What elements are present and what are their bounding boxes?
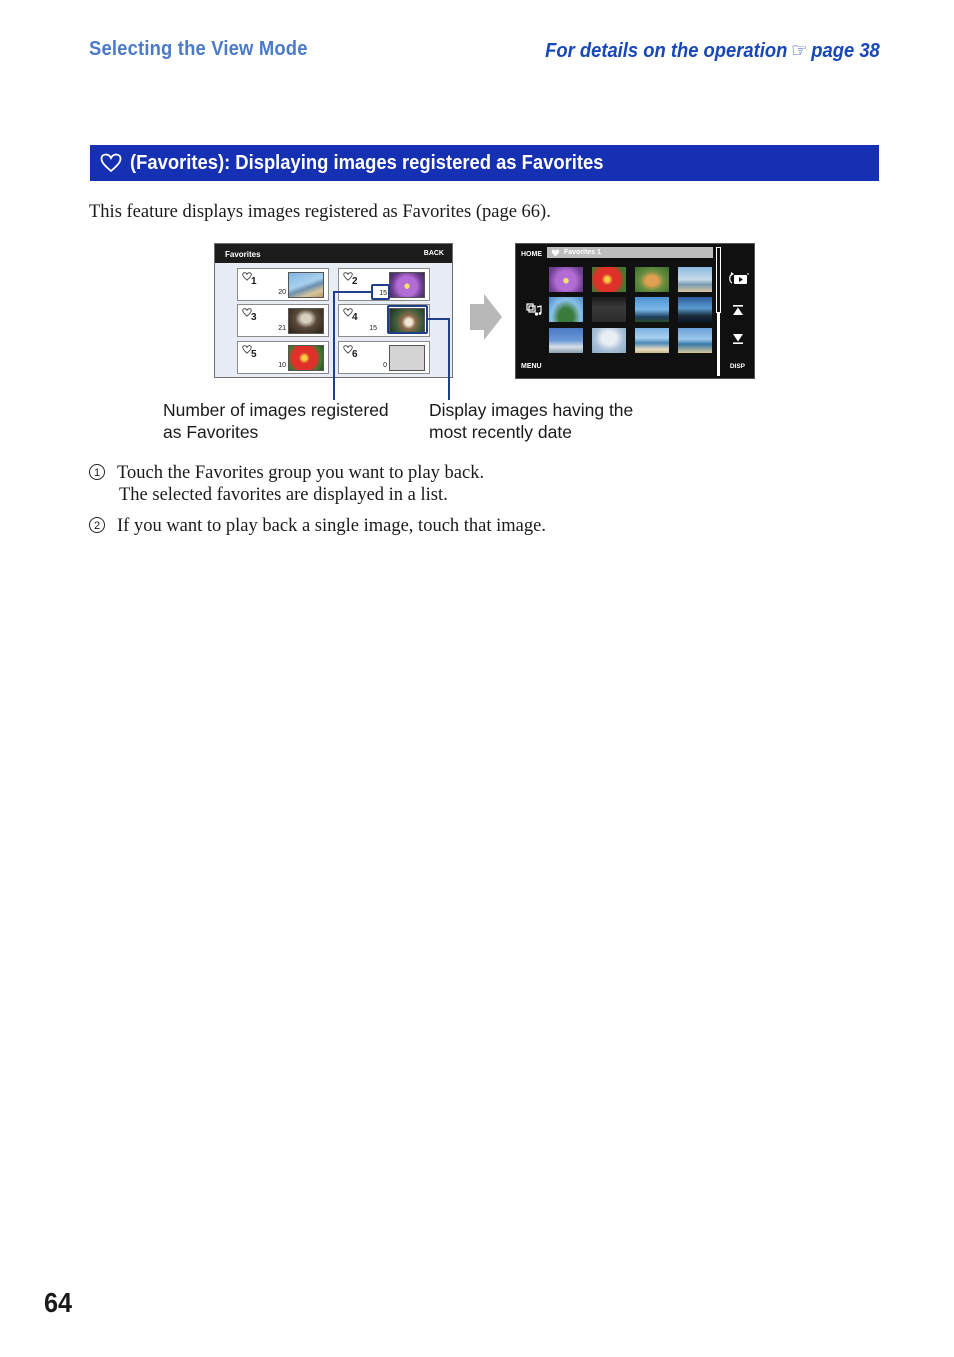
- callout-leader-lines: [0, 0, 954, 420]
- step-text: The selected favorites are displayed in a list.: [119, 485, 448, 505]
- home-button[interactable]: HOME: [521, 251, 542, 258]
- intro-paragraph: This feature displays images registered as Favorites (page 66).: [89, 202, 551, 222]
- page-up-icon[interactable]: [732, 305, 744, 316]
- page-down-icon[interactable]: [732, 333, 744, 344]
- section-title: (Favorites): Displaying images registered as Favorites: [130, 151, 604, 174]
- caption-line: most recently date: [429, 422, 572, 442]
- caption-recent-date: [429, 399, 633, 443]
- scrollbar-thumb[interactable]: [717, 248, 720, 312]
- pointing-hand-icon: ☞: [791, 40, 808, 62]
- image-count: 10: [278, 362, 286, 369]
- list-title: Favorites 1: [564, 249, 601, 256]
- list-thumbnail[interactable]: [592, 328, 626, 353]
- arrow-right-icon: [470, 294, 502, 340]
- list-thumbnail[interactable]: [678, 328, 712, 353]
- caption-line: Number of images registered: [163, 400, 389, 420]
- back-button[interactable]: BACK: [423, 250, 444, 257]
- caption-line: as Favorites: [163, 422, 259, 442]
- disp-button[interactable]: DISP: [729, 363, 745, 370]
- list-thumbnail[interactable]: [678, 267, 712, 292]
- heart-icon: [551, 249, 560, 257]
- group-number: 5: [251, 349, 257, 360]
- running-header-section: Selecting the View Mode: [89, 38, 308, 60]
- page-number: 64: [44, 1287, 73, 1318]
- image-count: 0: [383, 362, 387, 369]
- image-count: 15: [369, 325, 377, 332]
- list-thumbnail[interactable]: [635, 328, 669, 353]
- image-count: 21: [278, 325, 286, 332]
- list-thumbnail[interactable]: [592, 297, 626, 322]
- group-number: 1: [251, 276, 257, 287]
- list-thumbnail[interactable]: [549, 328, 583, 353]
- list-thumbnail[interactable]: [549, 297, 583, 322]
- step-marker: 1: [89, 464, 105, 480]
- slideshow-music-icon[interactable]: [526, 303, 542, 317]
- favorites-screen-title: Favorites: [225, 250, 261, 259]
- reference-text: For details on the operation: [545, 40, 788, 62]
- list-thumbnail[interactable]: [549, 267, 583, 292]
- group-number: 3: [251, 312, 257, 323]
- step-1: [89, 462, 484, 506]
- step-text: Touch the Favorites group you want to play back.: [117, 463, 485, 483]
- list-thumbnail[interactable]: [678, 297, 712, 322]
- group-number: 2: [352, 276, 358, 287]
- image-count: 20: [278, 289, 286, 296]
- step-2: [89, 515, 546, 537]
- image-count: 15: [379, 290, 387, 297]
- rotate-playback-icon[interactable]: [728, 272, 750, 286]
- caption-image-count: [163, 399, 389, 443]
- caption-line: Display images having the: [429, 400, 634, 420]
- list-thumbnail[interactable]: [592, 267, 626, 292]
- step-marker: 2: [89, 517, 105, 533]
- menu-button[interactable]: MENU: [521, 363, 542, 370]
- list-thumbnail[interactable]: [635, 267, 669, 292]
- group-number: 6: [352, 349, 358, 360]
- group-number: 4: [352, 312, 358, 323]
- reference-page: page 38: [811, 40, 880, 62]
- list-title-bar: [547, 247, 713, 258]
- list-thumbnail[interactable]: [635, 297, 669, 322]
- step-text: If you want to play back a single image, touch that image.: [117, 516, 546, 536]
- favorites-list-screen: [515, 243, 755, 379]
